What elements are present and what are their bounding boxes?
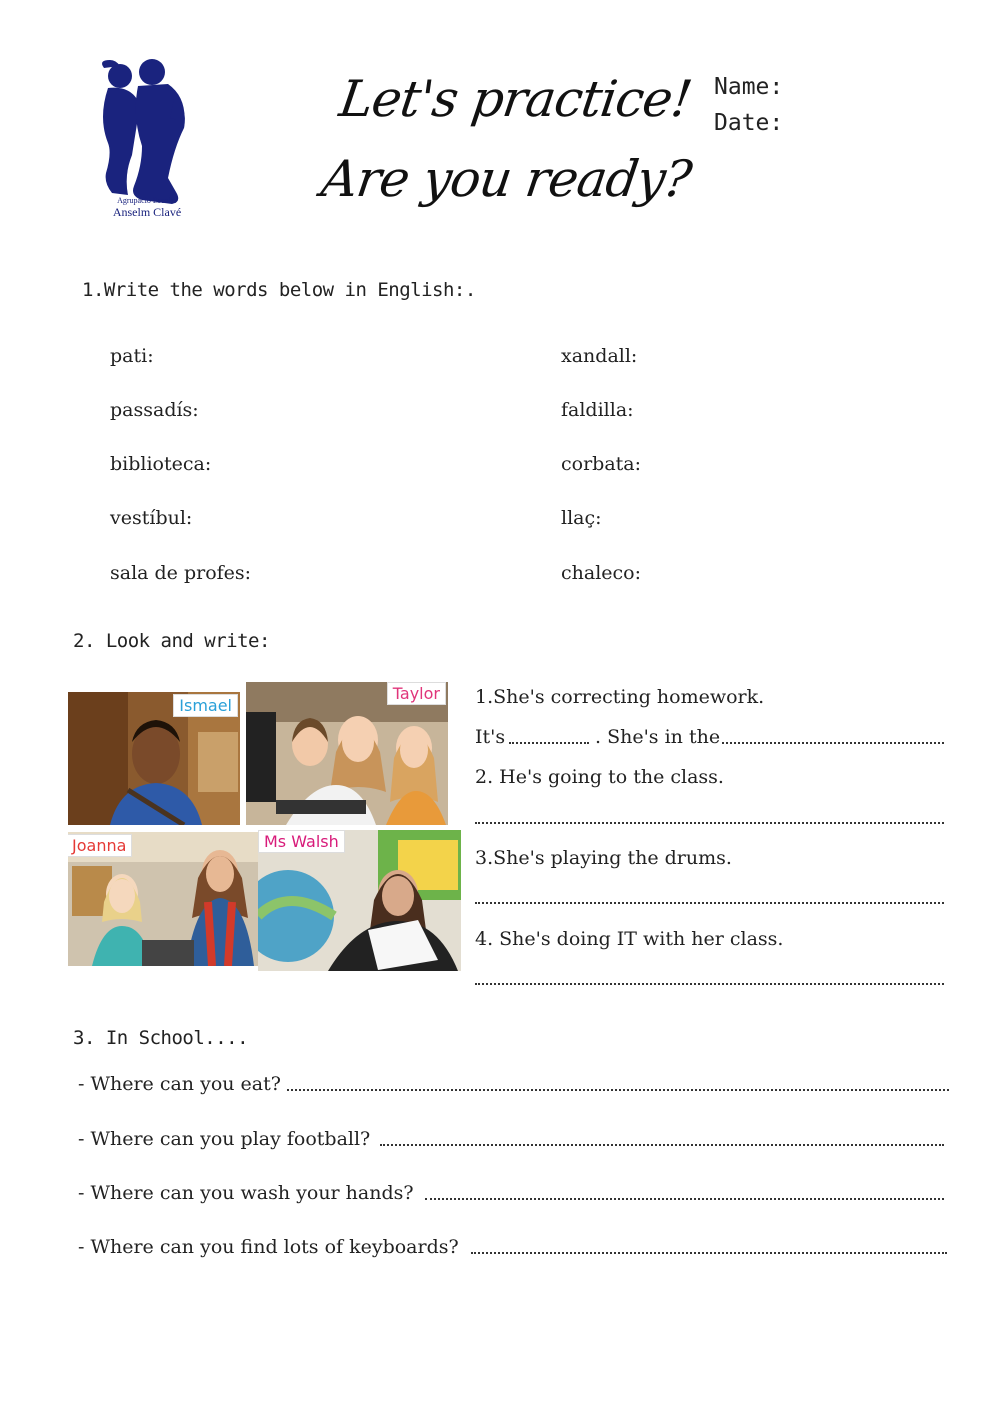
school-question: - Where can you eat? (78, 1073, 281, 1095)
exercise-q1: 1.She's correcting homework. (475, 686, 765, 708)
vocab-right-word: xandall: (561, 345, 638, 367)
section1-heading: 1.Write the words below in English:. (82, 279, 476, 301)
vocab-left-word: passadís: (110, 399, 199, 421)
answer-line[interactable] (475, 983, 944, 985)
answer-line[interactable] (509, 742, 589, 744)
exercise-q4: 4. She's doing IT with her class. (475, 928, 784, 950)
name-label: Name: (714, 74, 784, 100)
exercise-q3: 3.She's playing the drums. (475, 847, 732, 869)
section2-heading: 2. Look and write: (73, 630, 270, 652)
exercise-q2: 2. He's going to the class. (475, 766, 724, 788)
school-question: - Where can you play football? (78, 1128, 371, 1150)
exercise-q1-answer-prefix: It's (475, 726, 506, 748)
photo-joanna (68, 832, 260, 966)
logo-org-line1: Agrupació Escolar (117, 196, 177, 205)
title-line1: Let's practice! (335, 70, 695, 128)
vocab-right-word: faldilla: (561, 399, 634, 421)
vocab-right-word: llaç: (561, 507, 602, 529)
vocab-right-word: chaleco: (561, 562, 642, 584)
photo-ms-walsh (258, 830, 461, 971)
title-line2: Are you ready? (317, 150, 695, 208)
exercise-q1-answer-middle: . She's in the (595, 726, 721, 748)
vocab-left-word: sala de profes: (110, 562, 252, 584)
vocab-left-word: vestíbul: (110, 507, 193, 529)
logo-org-line2: Anselm Clavé (112, 205, 182, 219)
answer-line[interactable] (475, 902, 944, 904)
vocab-left-word: pati: (110, 345, 154, 367)
vocab-right-word: corbata: (561, 453, 642, 475)
photo-taylor (246, 682, 448, 825)
answer-line[interactable] (287, 1089, 949, 1091)
answer-line[interactable] (425, 1198, 944, 1200)
photo-ismael (68, 692, 240, 825)
photo-tag-joanna: Joanna (68, 834, 132, 857)
answer-line[interactable] (471, 1252, 947, 1254)
vocab-left-word: biblioteca: (110, 453, 212, 475)
answer-line[interactable] (722, 742, 944, 744)
photo-tag-ismael: Ismael (173, 694, 238, 717)
date-label: Date: (714, 110, 784, 136)
photo-tag-taylor: Taylor (387, 682, 446, 705)
school-question: - Where can you find lots of keyboards? (78, 1236, 459, 1258)
school-question: - Where can you wash your hands? (78, 1182, 414, 1204)
photo-tag-ms-walsh: Ms Walsh (258, 830, 345, 853)
section3-heading: 3. In School.... (73, 1027, 249, 1049)
answer-line[interactable] (380, 1144, 944, 1146)
answer-line[interactable] (475, 822, 944, 824)
